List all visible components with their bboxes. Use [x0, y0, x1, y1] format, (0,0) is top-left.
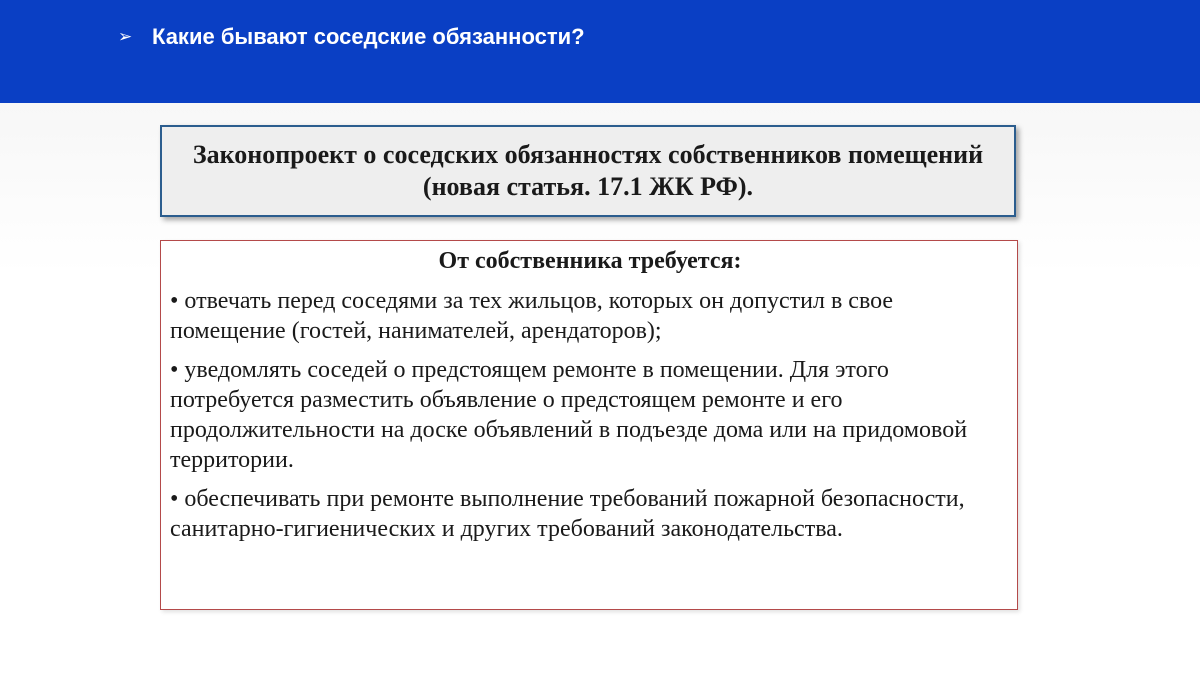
- requirements-box: [160, 240, 1018, 610]
- slide-title: Какие бывают соседские обязанности?: [152, 24, 585, 49]
- requirement-item: • обеспечивать при ремонте выполнение требований пожарной безопасности, санитарно-гигиенических и других требований законодательства.: [170, 486, 965, 542]
- requirements-heading: От собственника требуется:: [438, 248, 742, 274]
- bill-title-box: [160, 125, 1016, 217]
- requirement-item: • отвечать перед соседями за тех жильцов, которых он допустил в свое помещение (гостей, нанимателей, арендаторов);: [170, 288, 894, 344]
- header-bar: [0, 0, 1200, 103]
- requirement-item: • уведомлять соседей о предстоящем ремонте в помещении. Для этого потребуется разместить объявление о предстоящем ремонте и его продолжительности на доске объявлений в подъезде дома или на придомовой территории.: [170, 357, 968, 473]
- arrow-bullet-icon: ➢: [118, 27, 133, 47]
- bill-title: Законопроект о соседских обязанностях собственников помещений (новая статья. 17.1 ЖК РФ).: [192, 140, 984, 201]
